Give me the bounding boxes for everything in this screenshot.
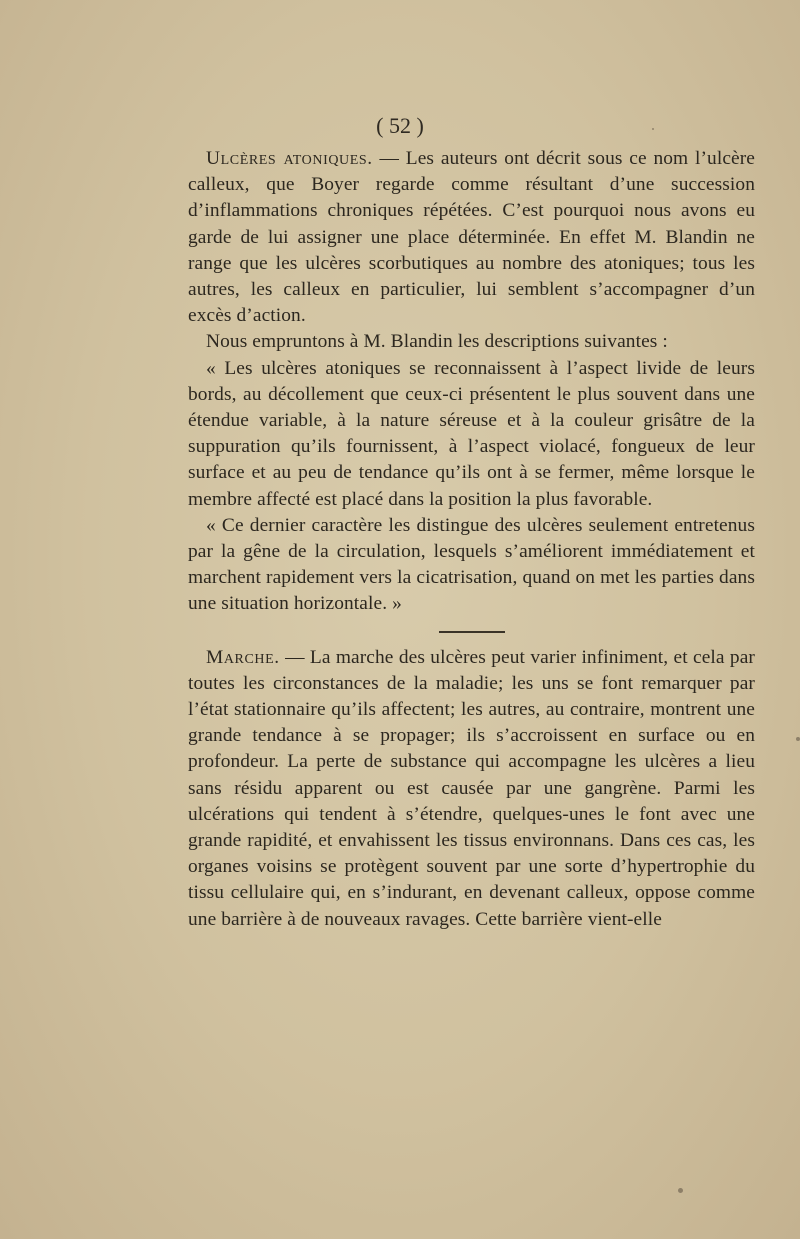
paragraph-emprunt: Nous empruntons à M. Blandin les descriptions suivantes :	[206, 331, 668, 353]
page-number: ( 52 )	[376, 113, 424, 138]
section-heading-ulceres-atoniques: Ulcères atoniques.	[206, 148, 373, 169]
body-text	[188, 146, 755, 933]
paper-speck	[796, 737, 800, 741]
paper-speck	[652, 128, 654, 130]
section-divider	[439, 631, 505, 633]
paragraph-text: — Les auteurs ont décrit sous ce nom l’ulcère calleux, que Boyer regarde comme résultant d’une succession d’inflammations chroniques répétées. C’est pourquoi nous avons eu garde de lui assigner une place déterminée. En effet M. Blandin ne range que les ulcères scorbutiques au nombre des atoniques; tous les autres, les calleux en particulier, lui semblent s’accompagner d’un excès d’action.	[188, 148, 755, 327]
section-heading-marche: Marche.	[206, 646, 280, 668]
paragraph-ulceres-atoniques	[188, 146, 755, 329]
paper-speck	[678, 1188, 683, 1193]
paragraph-marche	[188, 645, 755, 933]
quote-paragraph-1: « Les ulcères atoniques se reconnaissent à l’aspect livide de leurs bords, au décollement que ceux-ci présentent le plus souvent dans une étendue variable, à la nature séreuse et à la couleur grisâtre de la suppuration qu’ils fournissent, à l’aspect violacé, fongueux de leur surface et au peu de tendance qu’ils ont à se fermer, même lorsque le membre affecté est placé dans la position la plus favorable.	[188, 357, 755, 510]
paragraph-text: — La marche des ulcères peut varier infiniment, et cela par toutes les circonstances de la maladie; les uns se font remarquer par l’état stationnaire qu’ils affectent; les autres, au contraire, montrent une grande tendance à se propager; ils s’accroissent en surface ou en profondeur. La perte de substance qui accompagne les ulcères a lieu sans résidu apparent ou est causée par une gangrène. Parmi les ulcérations qui tendent à s’étendre, quelques-unes le font avec une grande rapidité, et envahissent les tissus environnans. Dans ces cas, les organes voisins se protègent souvent par une sorte d’hypertrophie du tissu cellulaire qui, en s’indurant, en devenant calleux, oppose comme une barrière à de nouveaux ravages. Cette barrière vient-elle	[188, 646, 755, 930]
quote-paragraph-2: « Ce dernier caractère les distingue des ulcères seulement entretenus par la gêne de la circulation, lesquels s’améliorent immédiatement et marchent rapidement vers la cicatrisation, quand on met les parties dans une situation horizontale. »	[188, 514, 755, 615]
